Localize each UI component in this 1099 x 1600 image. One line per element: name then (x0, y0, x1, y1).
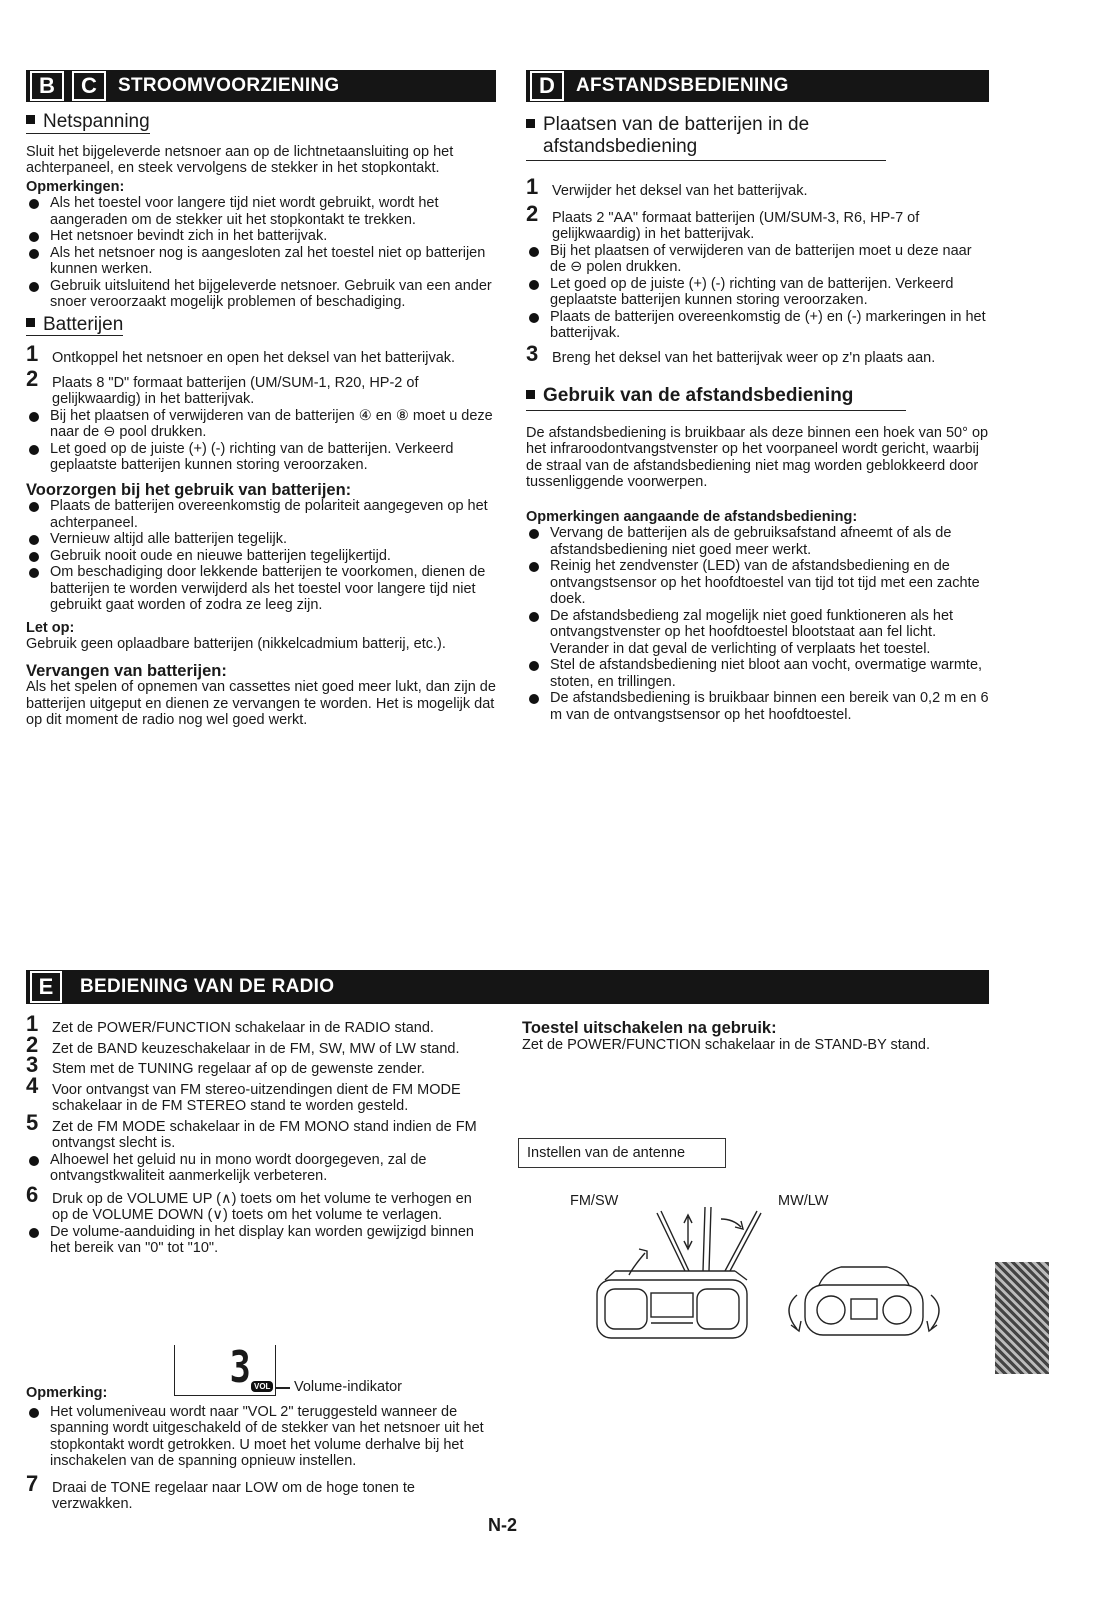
plaatsen-step3 (526, 340, 989, 367)
boombox-left-icon (597, 1271, 747, 1338)
section-d-title: AFSTANDSBEDIENING (576, 74, 789, 96)
replace-text: Als het spelen of opnemen van cassettes niet goed meer lukt, dan zijn de batterijen uitgeput en dienen ze vervangen te worden. Het is mogelijk dat op dit moment de radio nog wel goed werkt. (26, 679, 496, 728)
batterijen-bullets (26, 408, 496, 474)
list-item: Gebruik nooit oude en nieuwe batterijen tegelijkertijd. (26, 548, 496, 565)
section-letter-c: C (72, 71, 106, 101)
telescopic-antenna-icon (657, 1207, 761, 1271)
step-item: 1 Verwijder het deksel van het batterijvak. (526, 174, 808, 199)
plaatsen-bullets (526, 243, 989, 342)
list-item: De afstandsbedieng zal mogelijk niet goed funktioneren als het ontvangstvenster op het hoofdtoestel blootstaat aan fel licht. Verander in dat geval de verlichting of verplaats het toestel. (526, 608, 989, 658)
list-item: Plaats de batterijen overeenkomstig de (+) en (-) markeringen in het batterijvak. (526, 309, 989, 342)
list-item: Let goed op de juiste (+) (-) richting van de batterijen. Verkeerd geplaatste batterijen kunnen storing veroorzaken. (526, 276, 989, 309)
gebruik-text: De afstandsbediening is bruikbaar als deze binnen een hoek van 50° op het infraroodontvangstvenster op het voorpaneel wordt gericht, waarbij de straal van de afstandsbediening niet mag worden geblokkeerd door tussenliggende voorwerpen. (526, 424, 989, 490)
step-item: 1 Ontkoppel het netsnoer en open het deksel van het batterijvak. (26, 341, 456, 366)
step6-bullets (26, 1224, 488, 1257)
step-item: 2 Zet de BAND keuzeschakelaar in de FM, SW, MW of LW stand. (26, 1031, 460, 1057)
antenna-illustration (585, 1205, 955, 1355)
precautions-list (26, 498, 496, 614)
off-text: Zet de POWER/FUNCTION schakelaar in de STAND-BY stand. (522, 1036, 931, 1053)
netspanning-notes (26, 195, 496, 311)
gebruik-heading: Gebruik van de afstandsbediening (526, 388, 906, 411)
step-item: 5 Zet de FM MODE schakelaar in de FM MONO stand indien de FM ontvangst slecht is. (26, 1109, 477, 1151)
list-item: Om beschadiging door lekkende batterijen te voorkomen, dienen de batterijen te worden verwijderd als het toestel voor langere tijd niet gebruikt gaat worden of zodra ze leeg zijn. (26, 564, 496, 614)
antenna-fmsw-label: FM/SW (570, 1193, 619, 1209)
netspanning-notes-title: Opmerkingen: (26, 178, 125, 195)
antenna-title: Instellen van de antenne (527, 1145, 686, 1161)
square-bullet-icon (26, 318, 35, 327)
list-item: Het volumeniveau wordt naar "VOL 2" teruggesteld wanneer de spanning wordt uitgeschakeld of de stekker van het netsnoer uit het stopkontakt wordt getrokken. U moet het volume derhalve bij het inschakelen van de spanning opnieuw instellen. (26, 1404, 488, 1470)
step-item: 2 Plaats 8 "D" formaat batterijen (UM/SUM-1, R20, HP-2 of gelijkwaardig) in het batterijvak. (26, 365, 419, 407)
list-item: Bij het plaatsen of verwijderen van de batterijen ④ en ⑧ moet u deze naar de ⊖ pool drukken. (26, 408, 496, 441)
step-item: 4 Voor ontvangst van FM stereo-uitzendingen dient de FM MODE schakelaar in de FM STEREO stand te worden gesteld. (26, 1072, 461, 1114)
section-e-note (26, 1385, 488, 1513)
step-item: 3 Breng het deksel van het batterijvak weer op z'n plaats aan. (526, 340, 936, 366)
list-item: Let goed op de juiste (+) (-) richting van de batterijen. Verkeerd geplaatste batterijen kunnen storing veroorzaken. (26, 441, 496, 474)
list-item: Plaats de batterijen overeenkomstig de polariteit aangegeven op het achterpaneel. (26, 498, 496, 531)
section-e-right (522, 1020, 992, 1053)
list-item: Stel de afstandsbediening niet bloot aan vocht, overmatige warmte, stoten, en trillingen. (526, 657, 989, 690)
list-item: Als het toestel voor langere tijd niet wordt gebruikt, wordt het aangeraden om de stekker uit het stopkontakt te trekken. (26, 195, 496, 228)
netspanning-heading: Netspanning (26, 114, 150, 134)
batterijen-steps (26, 341, 496, 408)
list-item: Vervang de batterijen als de gebruiksafstand afneemt of als de afstandsbediening niet goed meer werkt. (526, 525, 989, 558)
list-item: Het netsnoer bevindt zich in het batterijvak. (26, 228, 496, 245)
square-bullet-icon (26, 115, 35, 124)
gebruik-notes (526, 525, 989, 723)
section-e-header (26, 970, 989, 1004)
gebruik-notes-title: Opmerkingen aangaande de afstandsbediening: (526, 508, 858, 525)
section-bc (26, 70, 496, 729)
volume-digit: 3 (229, 1342, 251, 1393)
step-item: 1 Zet de POWER/FUNCTION schakelaar in de RADIO stand. (26, 1011, 434, 1036)
plaatsen-heading: Plaatsen van de batterijen in de afstandsbediening (526, 114, 886, 161)
list-item: Gebruik uitsluitend het bijgeleverde netsnoer. Gebruik van een ander snoer veroorzaakt mogelijk problemen of beschadiging. (26, 278, 496, 311)
list-item: Als het netsnoer nog is aangesloten zal het toestel niet op batterijen kunnen werken. (26, 245, 496, 278)
radio-note-title: Opmerking: (26, 1385, 108, 1401)
page-number: N-2 (488, 1515, 518, 1535)
list-item: Reinig het zendvenster (LED) van de afstandsbediening en de ontvangstsensor op het hoofdtoestel van tijd tot tijd met een zachte doek. (526, 558, 989, 608)
precautions-title: Voorzorgen bij het gebruik van batterijen: (26, 480, 352, 499)
list-item: De afstandsbediening is bruikbaar binnen een bereik van 0,2 m en 6 m van de ontvangstsensor op het hoofdtoestel. (526, 690, 989, 723)
step5-bullets (26, 1152, 488, 1185)
list-item: De volume-aanduiding in het display kan worden gewijzigd binnen het bereik van "0" tot "10". (26, 1224, 488, 1257)
section-letter-e: E (30, 971, 62, 1003)
radio-step6 (26, 1181, 488, 1224)
letop-text: Gebruik geen oplaadbare batterijen (nikkelcadmium batterij, etc.). (26, 636, 446, 652)
step-item: 6 Druk op de VOLUME UP (∧) toets om het volume te verhogen en op de VOLUME DOWN (∨) toets om het volume te verlagen. (26, 1181, 472, 1223)
batterijen-heading: Batterijen (26, 317, 123, 337)
page-edge-tab (995, 1262, 1049, 1374)
list-item: Bij het plaatsen of verwijderen van de batterijen moet u deze naar de ⊖ polen drukken. (526, 243, 989, 276)
square-bullet-icon (526, 390, 535, 399)
step-item: 7 Draai de TONE regelaar naar LOW om de hoge tonen te verzwakken. (26, 1470, 415, 1512)
section-d (526, 70, 989, 723)
section-letter-b: B (30, 71, 64, 101)
radio-steps (26, 1011, 488, 1152)
antenna-mwlw-label: MW/LW (778, 1193, 829, 1209)
rotate-arrows-icon (789, 1295, 939, 1331)
step-item: 2 Plaats 2 "AA" formaat batterijen (UM/SUM-3, R6, HP-7 of gelijkwaardig) in het batterijvak. (526, 200, 920, 242)
volume-label: Volume-indikator (294, 1379, 402, 1395)
list-item: Vernieuw altijd alle batterijen tegelijk. (26, 531, 496, 548)
off-title: Toestel uitschakelen na gebruik: (522, 1019, 777, 1037)
section-d-header (526, 70, 989, 102)
square-bullet-icon (526, 119, 535, 128)
list-item: Alhoewel het geluid nu in mono wordt doorgegeven, zal de ontvangstkwaliteit aanmerkelijk verbeteren. (26, 1152, 488, 1185)
netspanning-text: Sluit het bijgeleverde netsnoer aan op de lichtnetaansluiting op het achterpaneel, en steek vervolgens de stekker in het stopkontakt. (26, 143, 454, 176)
section-e-left (26, 1011, 488, 1257)
radio-step7 (26, 1470, 471, 1513)
vol-badge: VOL (251, 1381, 273, 1392)
radio-note-list (26, 1404, 488, 1470)
section-bc-header (26, 70, 496, 102)
step-item: 3 Stem met de TUNING regelaar af op de gewenste zender. (26, 1052, 425, 1077)
section-letter-d: D (530, 71, 564, 101)
letop-title: Let op: (26, 619, 75, 636)
section-bc-title: STROOMVOORZIENING (118, 74, 340, 96)
plaatsen-steps (526, 174, 989, 243)
section-e-title: BEDIENING VAN DE RADIO (80, 976, 335, 997)
antenna-title-box (518, 1138, 726, 1168)
replace-title: Vervangen van batterijen: (26, 661, 227, 680)
boombox-right-icon (805, 1267, 923, 1335)
